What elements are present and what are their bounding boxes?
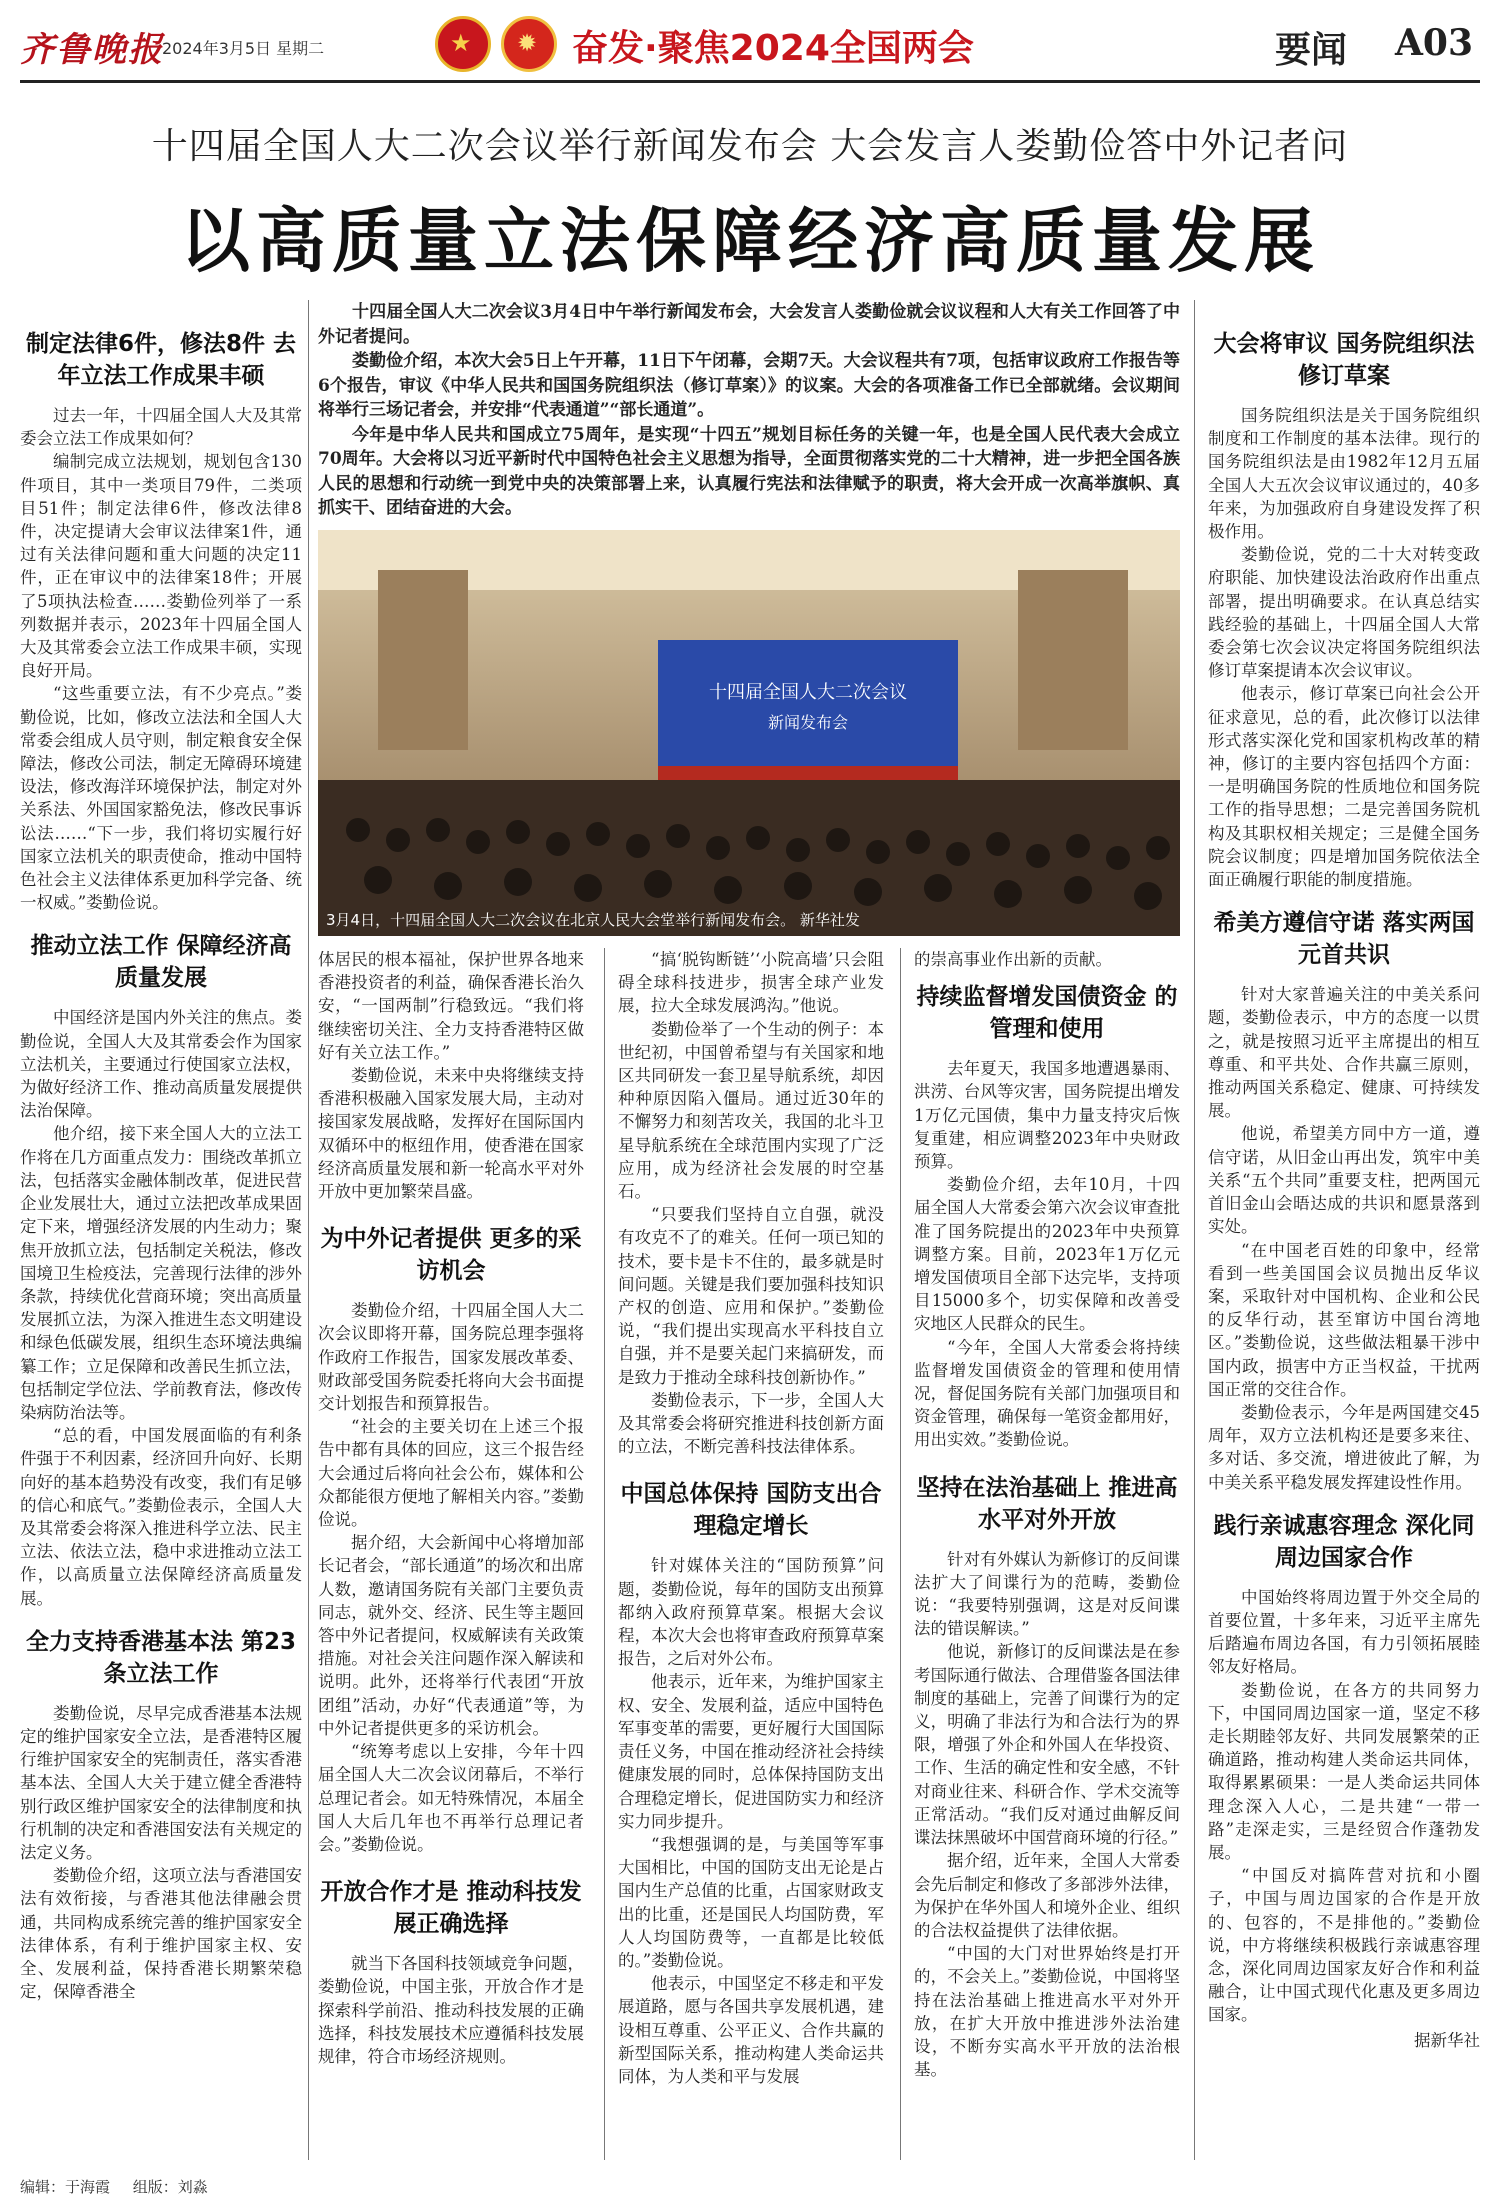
paragraph: 针对媒体关注的“国防预算”问题，娄勤俭说，每年的国防支出预算都纳入政府预算草案。根据大会议程，本次大会也将审查政府预算草案报告，之后对外公布。 xyxy=(618,1556,884,1669)
section-label: 要闻 xyxy=(1275,29,1348,71)
special-theme: 奋发·聚焦2024全国两会 xyxy=(572,28,974,69)
column-1 xyxy=(20,322,302,2003)
paragraph: 中国始终将周边置于外交全局的首要位置，十多年来，习近平主席先后踏遍布周边各国，有力引领拓展睦邻友好格局。 xyxy=(1208,1587,1480,1677)
paragraph: 去年夏天，我国多地遭遇暴雨、洪涝、台风等灾害，国务院提出增发1万亿元国债，集中力量支持灾后恢复重建，相应调整2023年中央财政预算。 xyxy=(914,1059,1180,1172)
subhead: 全力支持香港基本法 第23条立法工作 xyxy=(25,1628,296,1687)
press-conference-photo xyxy=(318,530,1180,936)
paragraph: “今年，全国人大常委会将持续监督增发国债资金的管理和使用情况，督促国务院有关部门加强项目和资金管理，确保每一笔资金都用好，用出实效。”娄勤俭说。 xyxy=(914,1337,1180,1450)
issue-date: 2024年3月5日 星期二 xyxy=(162,39,325,58)
lead-paragraph: 十四届全国人大二次会议3月4日中午举行新闻发布会，大会发言人娄勤俭就会议议程和人大有关工作回答了中外记者提问。 xyxy=(318,302,1180,347)
subhead: 坚持在法治基础上 推进高水平对外开放 xyxy=(916,1474,1178,1533)
paragraph: 据介绍，大会新闻中心将增加部长记者会，“部长通道”的场次和出席人数，邀请国务院有关部门主要负责同志，就外交、经济、民生等主题回答中外记者提问，权威解读有关政策措施。对社会关注问题作深入解读和说明。此外，还将举行代表团“开放团组”活动，办好“代表通道”等，为中外记者提供更多的采访机会。 xyxy=(318,1533,584,1738)
paper-logo: 齐鲁晚报 xyxy=(20,30,164,70)
column-4 xyxy=(914,948,1180,2081)
paragraph: “这些重要立法，有不少亮点。”娄勤俭说，比如，修改立法法和全国人大常委会组成人员守则，制定粮食安全保障法，修改公司法，制定无障碍环境建设法，修改海洋环境保护法，制定对外关系法、外国国家豁免法，修改民事诉讼法……“下一步，我们将切实履行好国家立法机关的职责使命，推动中国特色社会主义法律体系更加科学完备、统一权威。”娄勤俭说。 xyxy=(20,684,302,913)
column-2 xyxy=(318,948,584,2068)
paragraph: 就当下各国科技领域竞争问题，娄勤俭说，中国主张，开放合作才是探索科学前沿、推动科技发展的正确选择，科技发展技术应遵循科技发展规律，符合市场经济规则。 xyxy=(318,1954,584,2066)
paragraph: 娄勤俭说，尽早完成香港基本法规定的维护国家安全立法，是香港特区履行维护国家安全的宪制责任，落实香港基本法、全国人大关于建立健全香港特别行政区维护国家安全的法律制度和执行机制的决定和香港国安法有关规定的法定义务。 xyxy=(20,1703,302,1862)
kicker-headline: 十四届全国人大二次会议举行新闻发布会 大会发言人娄勤俭答中外记者问 xyxy=(151,126,1349,167)
paragraph: 娄勤俭介绍，十四届全国人大二次会议即将开幕，国务院总理李强将作政府工作报告，国家发展改革委、财政部受国务院委托将向大会书面提交计划报告和预算报告。 xyxy=(318,1301,584,1414)
column-divider xyxy=(1194,300,1195,2160)
lead-paragraph: 娄勤俭介绍，本次大会5日上午开幕，11日下午闭幕，会期7天。大会议程共有7项，包括审议政府工作报告等6个报告，审议《中华人民共和国国务院组织法（修订草案）》的议案。大会的各项准备工作已全部就绪。会议期间将举行三场记者会，并安排“代表通道”“部长通道”。 xyxy=(318,351,1180,420)
column-divider xyxy=(900,948,901,2160)
paragraph: 他表示，中国坚定不移走和平发展道路，愿与各国共享发展机遇，建设相互尊重、公平正义、合作共赢的新型国际关系，推动构建人类命运共同体，为人类和平与发展 xyxy=(618,1974,884,2086)
subhead: 为中外记者提供 更多的采访机会 xyxy=(320,1226,582,1285)
paragraph: “我想强调的是，与美国等军事大国相比，中国的国防支出无论是占国内生产总值的比重，占国家财政支出的比重，还是国民人均国防费，军人人均国防费等，一直都是比较低的。”娄勤俭说。 xyxy=(618,1834,884,1970)
paragraph: 体居民的根本福祉，保护世界各地来香港投资者的利益，确保香港长治久安，“一国两制”行稳致远。“我们将继续密切关注、全力支持香港特区做好有关立法工作。” xyxy=(318,950,584,1062)
masthead-rule xyxy=(20,80,1480,83)
column-3 xyxy=(618,948,884,2088)
paragraph: 娄勤俭举了一个生动的例子：本世纪初，中国曾希望与有关国家和地区共同研发一套卫星导航系统，却因种种原因陷入僵局。通过近30年的不懈努力和刻苦攻关，我国的北斗卫星导航系统在全球范围内实现了广泛应用，成为经济社会发展的时空基石。 xyxy=(618,1019,884,1202)
subhead: 持续监督增发国债资金 的管理和使用 xyxy=(916,984,1178,1043)
column-divider xyxy=(308,300,309,2160)
paragraph: 他表示，修订草案已向社会公开征求意见，总的看，此次修订以法律形式落实深化党和国家机构改革的精神，修订的主要内容包括四个方面：一是明确国务院的性质地位和国务院工作的指导思想；二是完善国务院机构及其职权相关规定；三是健全国务院会议制度；四是增加国务院依法全面正确履行职能的制度措施。 xyxy=(1208,684,1480,890)
paragraph: 据介绍，近年来，全国人大常委会先后制定和修改了多部涉外法律，为保护在华外国人和境外企业、组织的合法权益提供了法律依据。 xyxy=(914,1851,1180,1940)
screen-subtitle: 新闻发布会 xyxy=(767,713,849,732)
paragraph: 娄勤俭介绍，去年10月，十四届全国人大常委会第六次会议审查批准了国务院提出的2023年中央预算调整方案。目前，2023年1万亿元增发国债项目全部下达完毕，支持项目15000多个，切实保障和改善受灾地区人民群众的民生。 xyxy=(914,1175,1180,1334)
paragraph: “搞‘脱钩断链’‘小院高墙’只会阻碍全球科技进步，损害全球产业发展，拉大全球发展鸿沟。”他说。 xyxy=(618,950,884,1016)
photo-caption: 3月4日，十四届全国人大二次会议在北京人民大会堂举行新闻发布会。 新华社发 xyxy=(326,911,860,929)
masthead xyxy=(20,14,1480,76)
paragraph: 他说，新修订的反间谍法是在参考国际通行做法、合理借鉴各国法律制度的基础上，完善了间谍行为的定义，明确了非法行为和合法行为的界限，增强了外企和外国人在华投资、工作、生活的确定性和安全感，不针对商业往来、科研合作、学术交流等正常活动。“我们反对通过曲解反间谍法抹黑破坏中国营商环境的行径。” xyxy=(914,1642,1180,1848)
cppcc-emblem-icon: ✹ xyxy=(501,16,557,72)
main-headline: 以高质量立法保障经济高质量发展 xyxy=(180,199,1320,282)
subhead: 希美方遵信守诺 落实两国元首共识 xyxy=(1213,910,1475,969)
subhead: 推动立法工作 保障经济高质量发展 xyxy=(30,933,292,992)
subhead: 制定法律6件，修法8件 去年立法工作成果丰硕 xyxy=(25,331,296,389)
paragraph: 针对有外媒认为新修订的反间谍法扩大了间谍行为的范畴，娄勤俭说：“我要特别强调，这是对反间谍法的错误解读。” xyxy=(914,1549,1180,1639)
paragraph: “统筹考虑以上安排，今年十四届全国人大二次会议闭幕后，不举行总理记者会。如无特殊情况，本届全国人大后几年也不再举行总理记者会。”娄勤俭说。 xyxy=(318,1742,584,1854)
subhead: 践行亲诚惠容理念 深化同周边国家合作 xyxy=(1213,1512,1475,1571)
paragraph: “总的看，中国发展面临的有利条件强于不利因素，经济回升向好、长期向好的基本趋势没有改变，我们有足够的信心和底气。”娄勤俭表示，全国人大及其常委会将深入推进科学立法、民主立法、依法立法，稳中求进推动立法工作，以高质量立法保障经济高质量发展。 xyxy=(20,1426,302,1608)
paragraph: 国务院组织法是关于国务院组织制度和工作制度的基本法律。现行的国务院组织法是由1982年12月五届全国人大五次会议审议通过的，40多年来，为加强政府自身建设发挥了积极作用。 xyxy=(1208,406,1480,542)
lead-paragraph: 今年是中华人民共和国成立75周年，是实现“十四五”规划目标任务的关键一年，也是全国人民代表大会成立70周年。大会将以习近平新时代中国特色社会主义思想为指导，全面贯彻落实党的二十大精神，进一步把全国各族人民的思想和行动统一到党中央的决策部署上来，认真履行宪法和法律赋予的职责，将大会开成一次高举旗帜、真抓实干、团结奋进的大会。 xyxy=(318,424,1180,518)
paragraph: 娄勤俭说，党的二十大对转变政府职能、加快建设法治政府作出重点部署，提出明确要求。在认真总结实践经验的基础上，十四届全国人大常委会第七次会议决定将国务院组织法修订草案提请本次会议审议。 xyxy=(1208,545,1480,681)
paragraph: 过去一年，十四届全国人大及其常委会立法工作成果如何？ xyxy=(20,406,302,449)
source-credit: 据新华社 xyxy=(1414,2030,1480,2050)
footer-credits xyxy=(20,2176,226,2197)
paragraph: 娄勤俭介绍，这项立法与香港国安法有效衔接，与香港其他法律融会贯通，共同构成系统完善的维护国家安全法律体系，有利于维护国家主权、安全、发展利益，保持香港长期繁荣稳定，保障香港全 xyxy=(20,1866,302,2002)
page-number: A03 xyxy=(1395,22,1474,64)
screen-title: 十四届全国人大二次会议 xyxy=(709,682,907,703)
paragraph: 他介绍，接下来全国人大的立法工作将在几方面重点发力：围绕改革抓立法，包括落实金融体制改革，促进民营企业发展壮大，通过立法把改革成果固定下来，增强经济发展的内生动力；聚焦开放抓立法，包括制定关税法，修改国境卫生检疫法，完善现行法律的涉外条款，持续优化营商环境；突出高质量发展抓立法，为深入推进生态文明建设和绿色低碳发展，组织生态环境法典编纂工作；立足保障和改善民生抓立法，包括制定学位法、学前教育法，修改传染病防治法等。 xyxy=(20,1124,302,1422)
paragraph: “中国反对搞阵营对抗和小圈子，中国与周边国家的合作是开放的、包容的，不是排他的。”娄勤俭说，中方将继续积极践行亲诚惠容理念，深化同周边国家友好合作和利益融合，让中国式现代化惠及更多周边国家。 xyxy=(1208,1866,1480,2025)
paragraph: “在中国老百姓的印象中，经常看到一些美国国会议员抛出反华议案，采取针对中国机构、企业和公民的反华行动，甚至窜访中国台湾地区。”娄勤俭说，这些做法粗暴干涉中国内政，损害中方正当权益，干扰两国正常的交往合作。 xyxy=(1208,1240,1480,1399)
subhead: 中国总体保持 国防支出合理稳定增长 xyxy=(620,1481,882,1540)
paragraph: 娄勤俭表示，今年是两国建交45周年，双方立法机构还是要多来往、多对话、多交流，增进彼此了解，为中美关系平稳发展发挥建设性作用。 xyxy=(1208,1402,1480,1492)
column-5 xyxy=(1208,322,1480,2052)
press-conference-illustration xyxy=(318,530,1180,936)
paragraph: “中国的大门对世界始终是打开的，不会关上。”娄勤俭说，中国将坚持在法治基础上推进高水平对外开放，在扩大开放中推进涉外法治建设，不断夯实高水平开放的法治根基。 xyxy=(914,1944,1180,2080)
column-divider xyxy=(604,948,605,2160)
paragraph: “只要我们坚持自立自强，就没有攻克不了的难关。任何一项已知的技术，要卡是卡不住的，最多就是时间问题。关键是我们要加强科技知识产权的创造、应用和保护。”娄勤俭说，“我们提出实现高水平科技自立自强，并不是要关起门来搞研发，而是致力于推动全球科技创新协作。” xyxy=(618,1205,884,1387)
subhead: 开放合作才是 推动科技发展正确选择 xyxy=(320,1879,582,1938)
layout-credit: 组版：刘淼 xyxy=(132,2178,208,2196)
paragraph: 他表示，近年来，为维护国家主权、安全、发展利益，适应中国特色军事变革的需要，更好履行大国国际责任义务，中国在推动经济社会持续健康发展的同时，总体保持国防支出合理稳定增长，促进国防实力和经济实力同步提升。 xyxy=(618,1672,884,1831)
subhead: 大会将审议 国务院组织法修订草案 xyxy=(1213,331,1475,389)
paragraph: 娄勤俭表示，下一步，全国人大及其常委会将研究推进科技创新方面的立法，不断完善科技法律体系。 xyxy=(618,1390,884,1457)
lead-paragraphs xyxy=(318,300,1180,521)
paragraph: 针对大家普遍关注的中美关系问题，娄勤俭表示，中方的态度一以贯之，就是按照习近平主席提出的相互尊重、和平共处、合作共赢三原则，推动两国关系稳定、健康、可持续发展。 xyxy=(1208,985,1480,1121)
paragraph: 他说，希望美方同中方一道，遵信守诺，从旧金山再出发，筑牢中美关系“五个共同”重要支柱，把两国元首旧金山会晤达成的共识和愿景落到实处。 xyxy=(1208,1124,1480,1237)
paragraph: “社会的主要关切在上述三个报告中都有具体的回应，这三个报告经大会通过后将向社会公布，媒体和公众都能很方便地了解相关内容。”娄勤俭说。 xyxy=(318,1417,584,1530)
editor-credit: 编辑：于海霞 xyxy=(20,2178,111,2196)
national-emblem-icon: ★ xyxy=(435,16,491,72)
paragraph: 编制完成立法规划，规划包含130件项目，其中一类项目79件，二类项目51件；制定法律6件，修改法律8件，决定提请大会审议法律案1件，通过有关法律问题和重大问题的决定11件，正在审议中的法律案18件；开展了5项执法检查……娄勤俭列举了一系列数据并表示，2023年十四届全国人大及其常委会立法工作成果丰硕，实现良好开局。 xyxy=(20,452,302,681)
paragraph: 的崇高事业作出新的贡献。 xyxy=(914,950,1112,969)
paragraph: 中国经济是国内外关注的焦点。娄勤俭说，全国人大及其常委会作为国家立法机关，主要通过行使国家立法权，为做好经济工作、推动高质量发展提供法治保障。 xyxy=(20,1008,302,1121)
paragraph: 娄勤俭说，在各方的共同努力下，中国同周边国家一道，坚定不移走长期睦邻友好、共同发展繁荣的正确道路，推动构建人类命运共同体，取得累累硕果：一是人类命运共同体理念深入人心，二是共建“一带一路”走深走实，三是经贸合作蓬勃发展。 xyxy=(1208,1680,1480,1862)
paragraph: 娄勤俭说，未来中央将继续支持香港积极融入国家发展大局，主动对接国家发展战略，发挥好在国际国内双循环中的枢纽作用，使香港在国家经济高质量发展和新一轮高水平对外开放中更加繁荣昌盛。 xyxy=(318,1066,584,1202)
